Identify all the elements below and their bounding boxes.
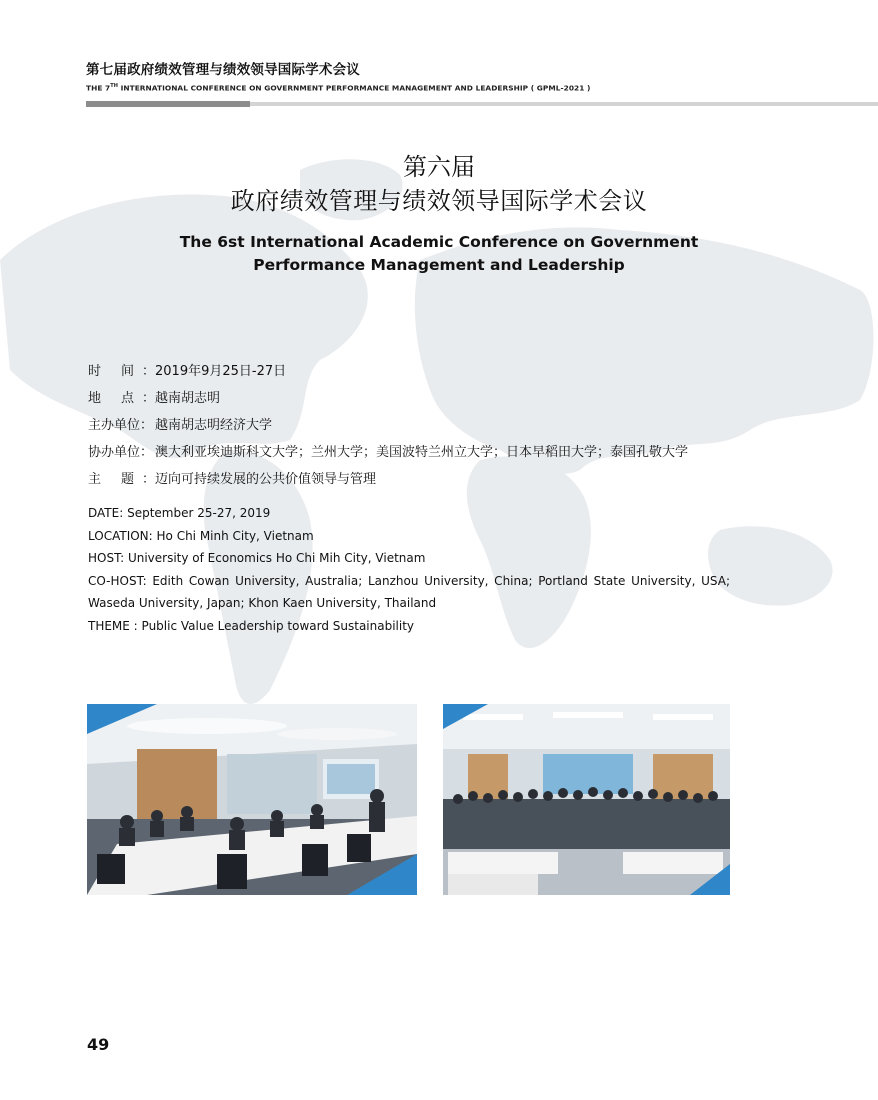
photo-meeting-room <box>87 704 417 895</box>
info-en-host: HOST: University of Economics Ho Chi Mih City, Vietnam <box>88 551 426 565</box>
header-title-en-prefix: THE 7 <box>86 83 111 93</box>
info-list-cn <box>88 358 688 493</box>
page-title <box>0 150 878 277</box>
title-cn-line1: 第六届 <box>403 153 475 181</box>
info-value: 迈向可持续发展的公共价值领导与管理 <box>155 472 377 487</box>
header-title-cn: 第七届政府绩效管理与绩效领导国际学术会议 <box>86 62 360 78</box>
info-value: 越南胡志明经济大学 <box>155 418 273 433</box>
info-value: 2019年9月25日-27日 <box>155 364 287 379</box>
info-en-date: DATE: September 25-27, 2019 <box>88 506 271 520</box>
title-cn-line2: 政府绩效管理与绩效领导国际学术会议 <box>230 187 648 215</box>
header-rule-dark <box>86 101 250 107</box>
info-row-cohost <box>88 439 688 466</box>
header-title-en-sup: TH <box>110 83 118 89</box>
info-en-cohost-line2: Waseda University, Japan; Khon Kaen University, Thailand <box>88 596 437 610</box>
info-en-location: LOCATION: Ho Chi Minh City, Vietnam <box>88 528 314 543</box>
header-rule <box>86 101 878 107</box>
header-title-en <box>86 83 878 92</box>
header-title-en-rest: INTERNATIONAL CONFERENCE ON GOVERNMENT PERFORMANCE MANAGEMENT AND LEADERSHIP ( GPML-2021 ) <box>117 83 591 93</box>
info-row-location <box>88 385 688 412</box>
info-list-en <box>88 502 730 637</box>
info-row-time <box>88 358 688 385</box>
info-row-host <box>88 412 688 439</box>
info-label: 主 题： <box>88 472 155 487</box>
info-value: 澳大利亚埃迪斯科文大学；兰州大学；美国波特兰州立大学；日本早稻田大学；泰国孔敬大学 <box>155 445 689 460</box>
info-label: 时 间： <box>88 364 155 379</box>
title-en-line2: Performance Management and Leadership <box>253 256 625 274</box>
info-en-theme: THEME : Public Value Leadership toward Sustainability <box>88 618 415 633</box>
info-label: 地 点： <box>88 391 155 406</box>
page-number: 49 <box>87 1035 110 1054</box>
info-en-cohost-line1: CO-HOST: Edith Cowan University, Australia; Lanzhou University, China; Portland State University, USA; <box>88 573 730 588</box>
info-row-theme <box>88 466 688 493</box>
header-rule-light <box>250 102 878 106</box>
title-en <box>0 231 878 277</box>
info-label: 主办单位： <box>88 418 154 433</box>
info-label: 协办单位： <box>88 445 154 460</box>
title-en-line1: The 6st International Academic Conference on Government <box>179 233 699 251</box>
running-header <box>86 58 878 92</box>
info-value: 越南胡志明 <box>155 391 221 406</box>
photo-group <box>443 704 730 895</box>
